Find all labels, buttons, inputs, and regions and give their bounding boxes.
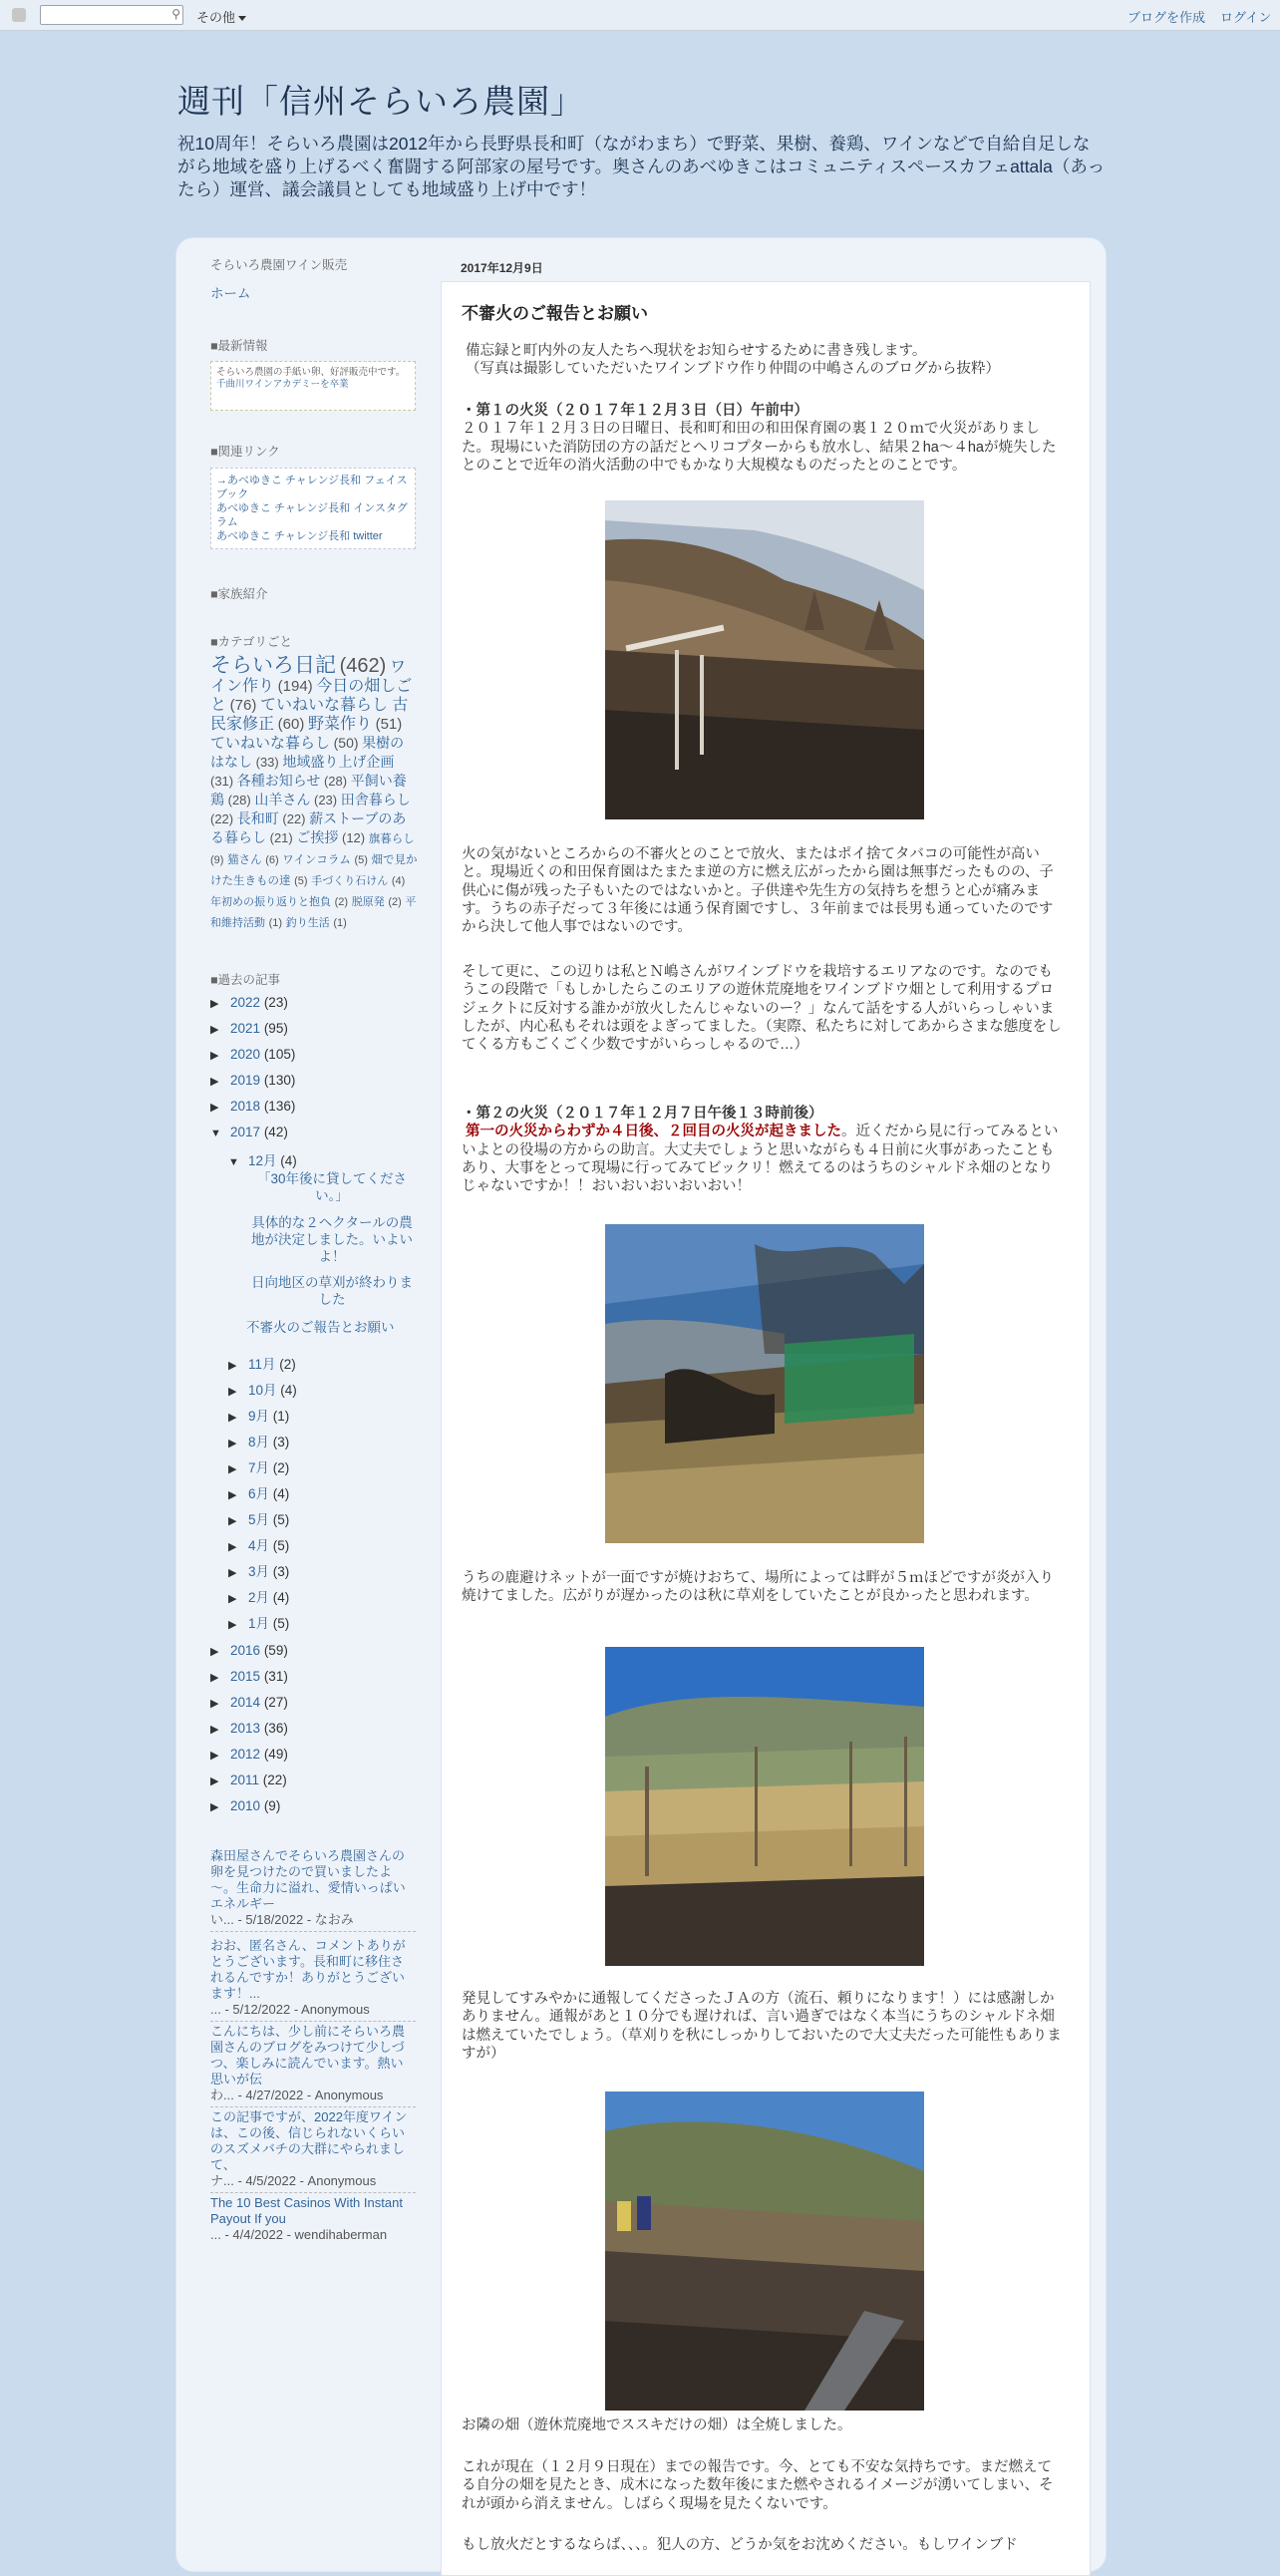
category-count: (4)	[391, 875, 406, 887]
blog-title[interactable]: 週刊「信州そらいろ農園」	[177, 82, 584, 121]
category-count: (6)	[265, 854, 279, 866]
expand-down-icon[interactable]: ▼	[210, 1127, 221, 1139]
category-title: ■カテゴリごと	[210, 635, 293, 649]
blogger-navbar	[0, 0, 1280, 31]
expand-right-icon[interactable]: ▶	[210, 1050, 219, 1062]
news-box	[210, 361, 416, 411]
archive-month[interactable]	[228, 1482, 289, 1502]
photo-firefighters-field	[605, 2092, 924, 2411]
expand-right-icon[interactable]: ▶	[228, 1515, 237, 1527]
post-paragraph: これが現在（１２月９日現在）までの報告です。今、とても不安な気持ちです。まだ燃えてる自分の畑を見たとき、成木になった数年後にまた燃やされるイメージが湧いてしまい、それが頭から消えません。しばらく現場を見たくないです。	[462, 2459, 1054, 2512]
expand-right-icon[interactable]: ▶	[228, 1463, 237, 1475]
category-count: (22)	[210, 811, 234, 826]
blog-search-input[interactable]	[40, 5, 183, 25]
archive-month[interactable]	[228, 1456, 289, 1476]
post-paragraph: 発見してすみやかに通報してくださったＪＡの方（流石、頼りになります！）には感謝しかありません。通報があと１０分でも遅ければ、言い過ぎではなく本当にうちのシャルドネ畑は燃えていたでしょう。（草刈りを秋にしっかりしておいたので大丈夫だった可能性もありますが）	[462, 1991, 1062, 2062]
archive-year-link[interactable]: 2013	[230, 1721, 261, 1736]
archive-count: (130)	[263, 1073, 296, 1088]
category-count: (51)	[375, 716, 403, 733]
expand-right-icon[interactable]: ▶	[228, 1593, 237, 1605]
archive-count: (5)	[272, 1616, 290, 1631]
news-link[interactable]: 千曲川ワインアカデミーを卒業	[216, 379, 349, 390]
photo-burnt-hillside	[605, 500, 924, 819]
archive-count: (105)	[263, 1047, 296, 1062]
facebook-link[interactable]: →あべゆきこ チャレンジ長和 フェイスブック	[216, 475, 408, 500]
archive-count: (3)	[272, 1564, 290, 1579]
photo-burnt-netting	[605, 1224, 924, 1543]
archive-count: (22)	[262, 1772, 287, 1787]
archive-year[interactable]	[210, 1798, 280, 1813]
archive-year[interactable]	[210, 1021, 288, 1036]
archive-count: (5)	[272, 1538, 290, 1553]
post-paragraph	[462, 1105, 1062, 1195]
archive-year[interactable]	[210, 1643, 288, 1658]
archive-count: (95)	[263, 1021, 288, 1036]
category-link[interactable]: 旗暮らし	[368, 833, 415, 845]
expand-right-icon[interactable]: ▶	[228, 1360, 237, 1372]
archive-month-link[interactable]: 1月	[248, 1616, 270, 1631]
home-link[interactable]: ホーム	[210, 286, 251, 301]
archive-count: (27)	[263, 1695, 288, 1710]
comment-link[interactable]: 森田屋さんでそらいろ農園さんの卵を見つけたので買いましたよ～。生命力に溢れ、愛情いっぱいエネルギー	[210, 1848, 406, 1911]
category-link[interactable]: 年初めの振り返りと抱負	[210, 896, 331, 908]
category-link[interactable]: 野菜作り	[307, 716, 372, 733]
category-link[interactable]: ワインコラム	[282, 854, 351, 866]
news-title: ■最新情報	[210, 339, 268, 353]
expand-right-icon[interactable]: ▶	[228, 1386, 237, 1398]
category-count: (194)	[277, 678, 313, 695]
category-link[interactable]: 薪ストーブのある暮らし	[210, 810, 407, 845]
post-title[interactable]: 不審火のご報告とお願い	[462, 304, 648, 323]
category-link[interactable]: 脱原発	[351, 896, 385, 908]
archive-month-link[interactable]: 6月	[248, 1486, 270, 1501]
comment-link[interactable]: こんにちは、少し前にそらいろ農園さんのブログをみつけて少しづつ、楽しみに読んでいます。熱い思いが伝	[210, 2024, 406, 2087]
post-paragraph	[462, 402, 1062, 475]
more-menu-label: その他	[196, 10, 236, 25]
category-link[interactable]: 釣り生活	[285, 917, 330, 929]
category-count: (22)	[282, 811, 306, 826]
recent-comment	[210, 1938, 416, 2022]
expand-right-icon[interactable]: ▶	[210, 1076, 219, 1088]
category-link[interactable]: 平和維持活動	[210, 896, 417, 929]
category-count: (5)	[354, 854, 368, 866]
archive-count: (5)	[272, 1512, 290, 1527]
archive-year[interactable]	[210, 995, 288, 1010]
archive-month-link[interactable]: 2月	[248, 1590, 270, 1605]
related-links-box	[210, 468, 416, 549]
twitter-link[interactable]: あべゆきこ チャレンジ長和 twitter	[216, 530, 383, 542]
archive-month[interactable]	[228, 1431, 289, 1450]
recent-comment	[210, 2109, 416, 2193]
category-link[interactable]: 畑で見かけた生きもの達	[210, 854, 418, 887]
expand-right-icon[interactable]: ▶	[210, 1801, 219, 1813]
archive-month-link[interactable]: 3月	[248, 1564, 270, 1579]
archive-month-dec[interactable]	[228, 1149, 297, 1169]
expand-right-icon[interactable]: ▶	[228, 1619, 237, 1631]
category-link[interactable]: 果樹のはなし	[210, 735, 405, 770]
category-count: (28)	[227, 793, 251, 807]
category-count: (12)	[342, 830, 366, 845]
category-count: (1)	[268, 917, 283, 929]
search-icon[interactable]: ⚲	[171, 7, 180, 21]
archive-year-link[interactable]: 2019	[230, 1073, 261, 1088]
category-count: (1)	[333, 917, 347, 929]
comment-meta: わ... - 4/27/2022 - Anonymous	[210, 2088, 384, 2102]
expand-right-icon[interactable]: ▶	[210, 1724, 219, 1736]
expand-right-icon[interactable]: ▶	[210, 1698, 219, 1710]
category-count: (76)	[229, 697, 257, 714]
expand-right-icon[interactable]: ▶	[210, 1775, 219, 1787]
archive-post-link[interactable]	[246, 1274, 418, 1308]
archive-year-link[interactable]: 2020	[230, 1047, 261, 1062]
category-link[interactable]: 猫さん	[227, 854, 262, 866]
fire1-body: ２０１７年１２月３日の日曜日、長和町和田の和田保育園の裏１２０ｍで火災がありました。現場にいた消防団の方の話だとヘリコプターからも放水し、結果２ha～４haが焼失したとのことで近年の消火活動の中でもかなり大規模なものだったとのことです。	[462, 421, 1057, 474]
post-intro-line: 備忘録と町内外の友人たちへ現状をお知らせするために書き残します。	[466, 343, 927, 359]
comment-link[interactable]: おお、匿名さん、コメントありがとうございます。長和町に移住されるんですか！ありがとうございます！...	[210, 1938, 406, 2001]
archive-month-link[interactable]: 4月	[248, 1538, 270, 1553]
expand-right-icon[interactable]: ▶	[228, 1438, 237, 1449]
archive-month[interactable]	[228, 1405, 289, 1425]
category-count: (23)	[314, 793, 338, 807]
comment-meta: ナ... - 4/5/2022 - Anonymous	[210, 2173, 377, 2188]
fire2-highlight: 第一の火災からわずか４日後、２回目の火災が起きました	[466, 1124, 841, 1140]
blog-description: 祝10周年！そらいろ農園は2012年から長野県長和町（ながわまち）で野菜、果樹、養鶏、ワインなどで自給自足しながら地域を盛り上げるべく奮闘する阿部家の屋号です。奥さんのあべゆきこはコミュニティスペースカフェattala（あったら）運営、議会議員としても地域盛り上げ中です！	[177, 134, 1106, 199]
category-count: (2)	[388, 896, 402, 908]
archive-month-link[interactable]: 5月	[248, 1512, 270, 1527]
archive-year[interactable]	[210, 1695, 288, 1710]
archive-year[interactable]	[210, 1073, 295, 1088]
fire2-body: 。近くだから見に行ってみるといいよとの役場の方からの助言。大丈夫でしょうと思いながらも４日前に火事があったこともあり、大事をとって現場に行ってみてビックリ！燃えてるのはうちのシャルドネ畑のとなりじゃないですか！！おいおいおいおいおい！	[462, 1124, 1059, 1195]
comment-meta: い... - 5/18/2022 - なおみ	[210, 1912, 354, 1927]
archive-post-link[interactable]	[246, 1316, 395, 1336]
archive-month[interactable]	[228, 1379, 297, 1399]
post-intro-line: （写真は撮影していただいたワインブドウ作り仲間の中嶋さんのブログから抜粋）	[466, 361, 1001, 378]
news-line: そらいろ農園の手紙い卵、好評販売中です。	[216, 367, 406, 378]
category-link[interactable]: ていねいな暮らし	[210, 735, 331, 752]
category-link[interactable]: 長和町	[236, 810, 279, 826]
archive-month-link[interactable]: 10月	[248, 1383, 277, 1398]
category-count: (33)	[255, 755, 279, 770]
archive-count: (42)	[263, 1125, 288, 1139]
expand-right-icon[interactable]: ▶	[228, 1489, 237, 1501]
archive-month[interactable]	[228, 1560, 289, 1580]
archive-year-link[interactable]: 2018	[230, 1099, 261, 1114]
archive-title: ■過去の記事	[210, 973, 281, 987]
expand-right-icon[interactable]: ▶	[228, 1541, 237, 1553]
archive-year-link[interactable]: 2022	[230, 995, 261, 1010]
comment-meta: ... - 4/4/2022 - wendihaberman	[210, 2227, 388, 2242]
post-paragraph: 火の気がないところからの不審火とのことで放火、またはポイ捨てタバコの可能性が高いと。現場近くの和田保育園はたまたま逆の方に燃え広がったから園は無事だったものの、子供心に傷が残った子もいたのではないかと。子供達や先生方の気持ちを想うと心が痛みます。うちの赤子だって３年後には通う保育園ですし、３年前までは長男も通っていたのですから決して他人事ではないのです。	[462, 846, 1054, 936]
related-links-title: ■関連リンク	[210, 445, 280, 459]
expand-right-icon[interactable]: ▶	[210, 1024, 219, 1036]
category-link[interactable]: 平飼い養鶏	[210, 773, 407, 807]
archive-count: (1)	[272, 1409, 290, 1424]
comment-link[interactable]: The 10 Best Casinos With Instant Payout If you	[210, 2195, 403, 2226]
archive-month[interactable]	[228, 1353, 296, 1373]
archive-year-link[interactable]: 2011	[230, 1772, 260, 1787]
expand-right-icon[interactable]: ▶	[228, 1567, 237, 1579]
archive-year[interactable]	[210, 1669, 288, 1684]
archive-year-link[interactable]: 2010	[230, 1798, 261, 1813]
expand-down-icon[interactable]: ▼	[228, 1156, 239, 1168]
archive-count: (31)	[263, 1669, 288, 1684]
chevron-down-icon	[238, 16, 246, 21]
archive-post-link[interactable]	[246, 1170, 418, 1204]
archive-post-title[interactable]: 不審火のご報告とお願い	[246, 1320, 395, 1335]
category-cloud	[210, 656, 418, 933]
archive-post-title[interactable]: 日向地区の草刈が終わりました	[251, 1275, 413, 1307]
fire1-heading: ・第１の火災（２０１７年１２月３日（日）午前中）	[462, 403, 808, 419]
category-link[interactable]: そらいろ日記	[210, 654, 336, 677]
archive-year[interactable]	[210, 1099, 295, 1114]
archive-year[interactable]	[210, 1772, 287, 1787]
archive-count: (23)	[263, 995, 288, 1010]
category-link[interactable]: 田舎暮らし	[340, 792, 411, 807]
category-count: (31)	[210, 774, 234, 789]
archive-year-link[interactable]: 2016	[230, 1643, 261, 1658]
archive-post-link[interactable]	[246, 1214, 418, 1265]
archive-year[interactable]	[210, 1747, 288, 1762]
create-blog-link[interactable]: ブログを作成	[1127, 10, 1206, 25]
archive-count: (4)	[280, 1153, 297, 1168]
archive-count: (2)	[272, 1460, 290, 1475]
archive-count: (4)	[280, 1383, 297, 1398]
archive-month-link[interactable]: 7月	[248, 1460, 270, 1475]
archive-year-link[interactable]: 2021	[230, 1021, 261, 1036]
archive-year[interactable]	[210, 1721, 288, 1736]
post-paragraph: お隣の畑（遊休荒廃地でススキだけの畑）は全焼しました。	[462, 2417, 852, 2433]
comment-link[interactable]: この記事ですが、2022年度ワインは、この後、信じられないくらいのスズメバチの大群にやられまして、	[210, 2109, 408, 2172]
archive-year-link[interactable]: 2015	[230, 1669, 261, 1684]
archive-count: (4)	[272, 1590, 290, 1605]
post-paragraph: もし放火だとするならば、、、。犯人の方、どうか気をお沈めください。もしワインブド	[462, 2537, 1018, 2553]
category-link[interactable]: 山羊さん	[254, 792, 311, 807]
expand-right-icon[interactable]: ▶	[210, 998, 219, 1010]
category-count: (28)	[323, 774, 348, 789]
instagram-link[interactable]: あべゆきこ チャレンジ長和 インスタグラム	[216, 502, 408, 528]
archive-year-2017[interactable]	[210, 1125, 288, 1139]
archive-count: (3)	[272, 1435, 290, 1449]
post-date: 2017年12月9日	[461, 261, 543, 275]
recent-comment	[210, 1848, 416, 1932]
category-count: (462)	[339, 655, 387, 677]
category-link[interactable]: ていねいな暮らし 古民家修正	[210, 697, 409, 733]
archive-month[interactable]	[228, 1534, 289, 1554]
category-link[interactable]: 手づくり石けん	[311, 875, 389, 887]
recent-comment	[210, 2195, 416, 2243]
archive-count: (49)	[263, 1747, 288, 1762]
photo-vineyard-posts	[605, 1647, 924, 1966]
fire2-heading: ・第２の火災（２０１７年１２月７日午後１３時前後）	[462, 1106, 823, 1122]
archive-year[interactable]	[210, 1047, 295, 1062]
login-link[interactable]: ログイン	[1220, 10, 1272, 25]
archive-year-link[interactable]: 2017	[230, 1125, 261, 1139]
post-paragraph	[462, 342, 1062, 379]
category-link[interactable]: ご挨拶	[296, 829, 339, 845]
archive-month-link[interactable]: 12月	[248, 1153, 277, 1168]
archive-year-link[interactable]: 2012	[230, 1747, 261, 1762]
category-count: (21)	[269, 830, 293, 845]
category-count: (60)	[277, 716, 305, 733]
category-count: (9)	[210, 854, 224, 866]
archive-post-title[interactable]: 「30年後に貸してください。」	[256, 1171, 408, 1203]
category-link[interactable]: 地域盛り上げ企画	[282, 754, 395, 770]
recent-comment	[210, 2024, 416, 2107]
comment-meta: ... - 5/12/2022 - Anonymous	[210, 2002, 370, 2017]
category-count: (2)	[334, 896, 349, 908]
archive-month-link[interactable]: 8月	[248, 1435, 270, 1449]
more-menu-button[interactable]	[196, 7, 246, 26]
archive-month[interactable]	[228, 1508, 289, 1528]
archive-count: (4)	[272, 1486, 290, 1501]
archive-count: (9)	[263, 1798, 281, 1813]
expand-right-icon[interactable]: ▶	[210, 1102, 219, 1114]
archive-count: (136)	[263, 1099, 296, 1114]
archive-month[interactable]	[228, 1586, 289, 1606]
archive-month-link[interactable]: 11月	[248, 1357, 276, 1372]
category-count: (5)	[294, 875, 308, 887]
blogger-logo-icon[interactable]	[12, 8, 26, 22]
archive-month[interactable]	[228, 1612, 289, 1632]
category-count: (50)	[333, 735, 359, 751]
archive-count: (2)	[279, 1357, 296, 1372]
expand-right-icon[interactable]: ▶	[210, 1646, 219, 1658]
expand-right-icon[interactable]: ▶	[210, 1672, 219, 1684]
expand-right-icon[interactable]: ▶	[228, 1412, 237, 1424]
category-link[interactable]: ワイン作り	[210, 659, 406, 695]
expand-right-icon[interactable]: ▶	[210, 1750, 219, 1762]
family-intro-title[interactable]: ■家族紹介	[210, 587, 268, 601]
archive-month-link[interactable]: 9月	[248, 1409, 270, 1424]
archive-count: (59)	[263, 1643, 288, 1658]
category-link[interactable]: 今日の畑しごと	[210, 678, 413, 714]
archive-count: (36)	[263, 1721, 288, 1736]
archive-post-title[interactable]: 具体的な２ヘクタールの農地が決定しました。いよいよ！	[251, 1215, 413, 1264]
category-link[interactable]: 各種お知らせ	[236, 773, 321, 789]
post-paragraph: うちの鹿避けネットが一面ですが焼けおちて、場所によっては畔が５ｍほどですが炎が入り焼けてました。広がりが遅かったのは秋に草刈をしていたことが良かったと思われます。	[462, 1570, 1055, 1605]
archive-year-link[interactable]: 2014	[230, 1695, 261, 1710]
post-paragraph: そして更に、この辺りは私とＮ嶋さんがワインブドウを栽培するエリアなのです。なのでもうこの段階で「もしかしたらこのエリアの遊休荒廃地をワインブドウ畑として利用するプロジェクトに反対する誰かが放火したんじゃないのー？」なんて話をする人がいらっしゃいましたが、内心私もそれは頭をよぎってました。（実際、私たちに対してあからさまな態度をしてくる方もごくごく少数ですがいらっしゃるので…）	[462, 964, 1062, 1054]
wine-sales-title: そらいろ農園ワイン販売	[210, 258, 348, 272]
